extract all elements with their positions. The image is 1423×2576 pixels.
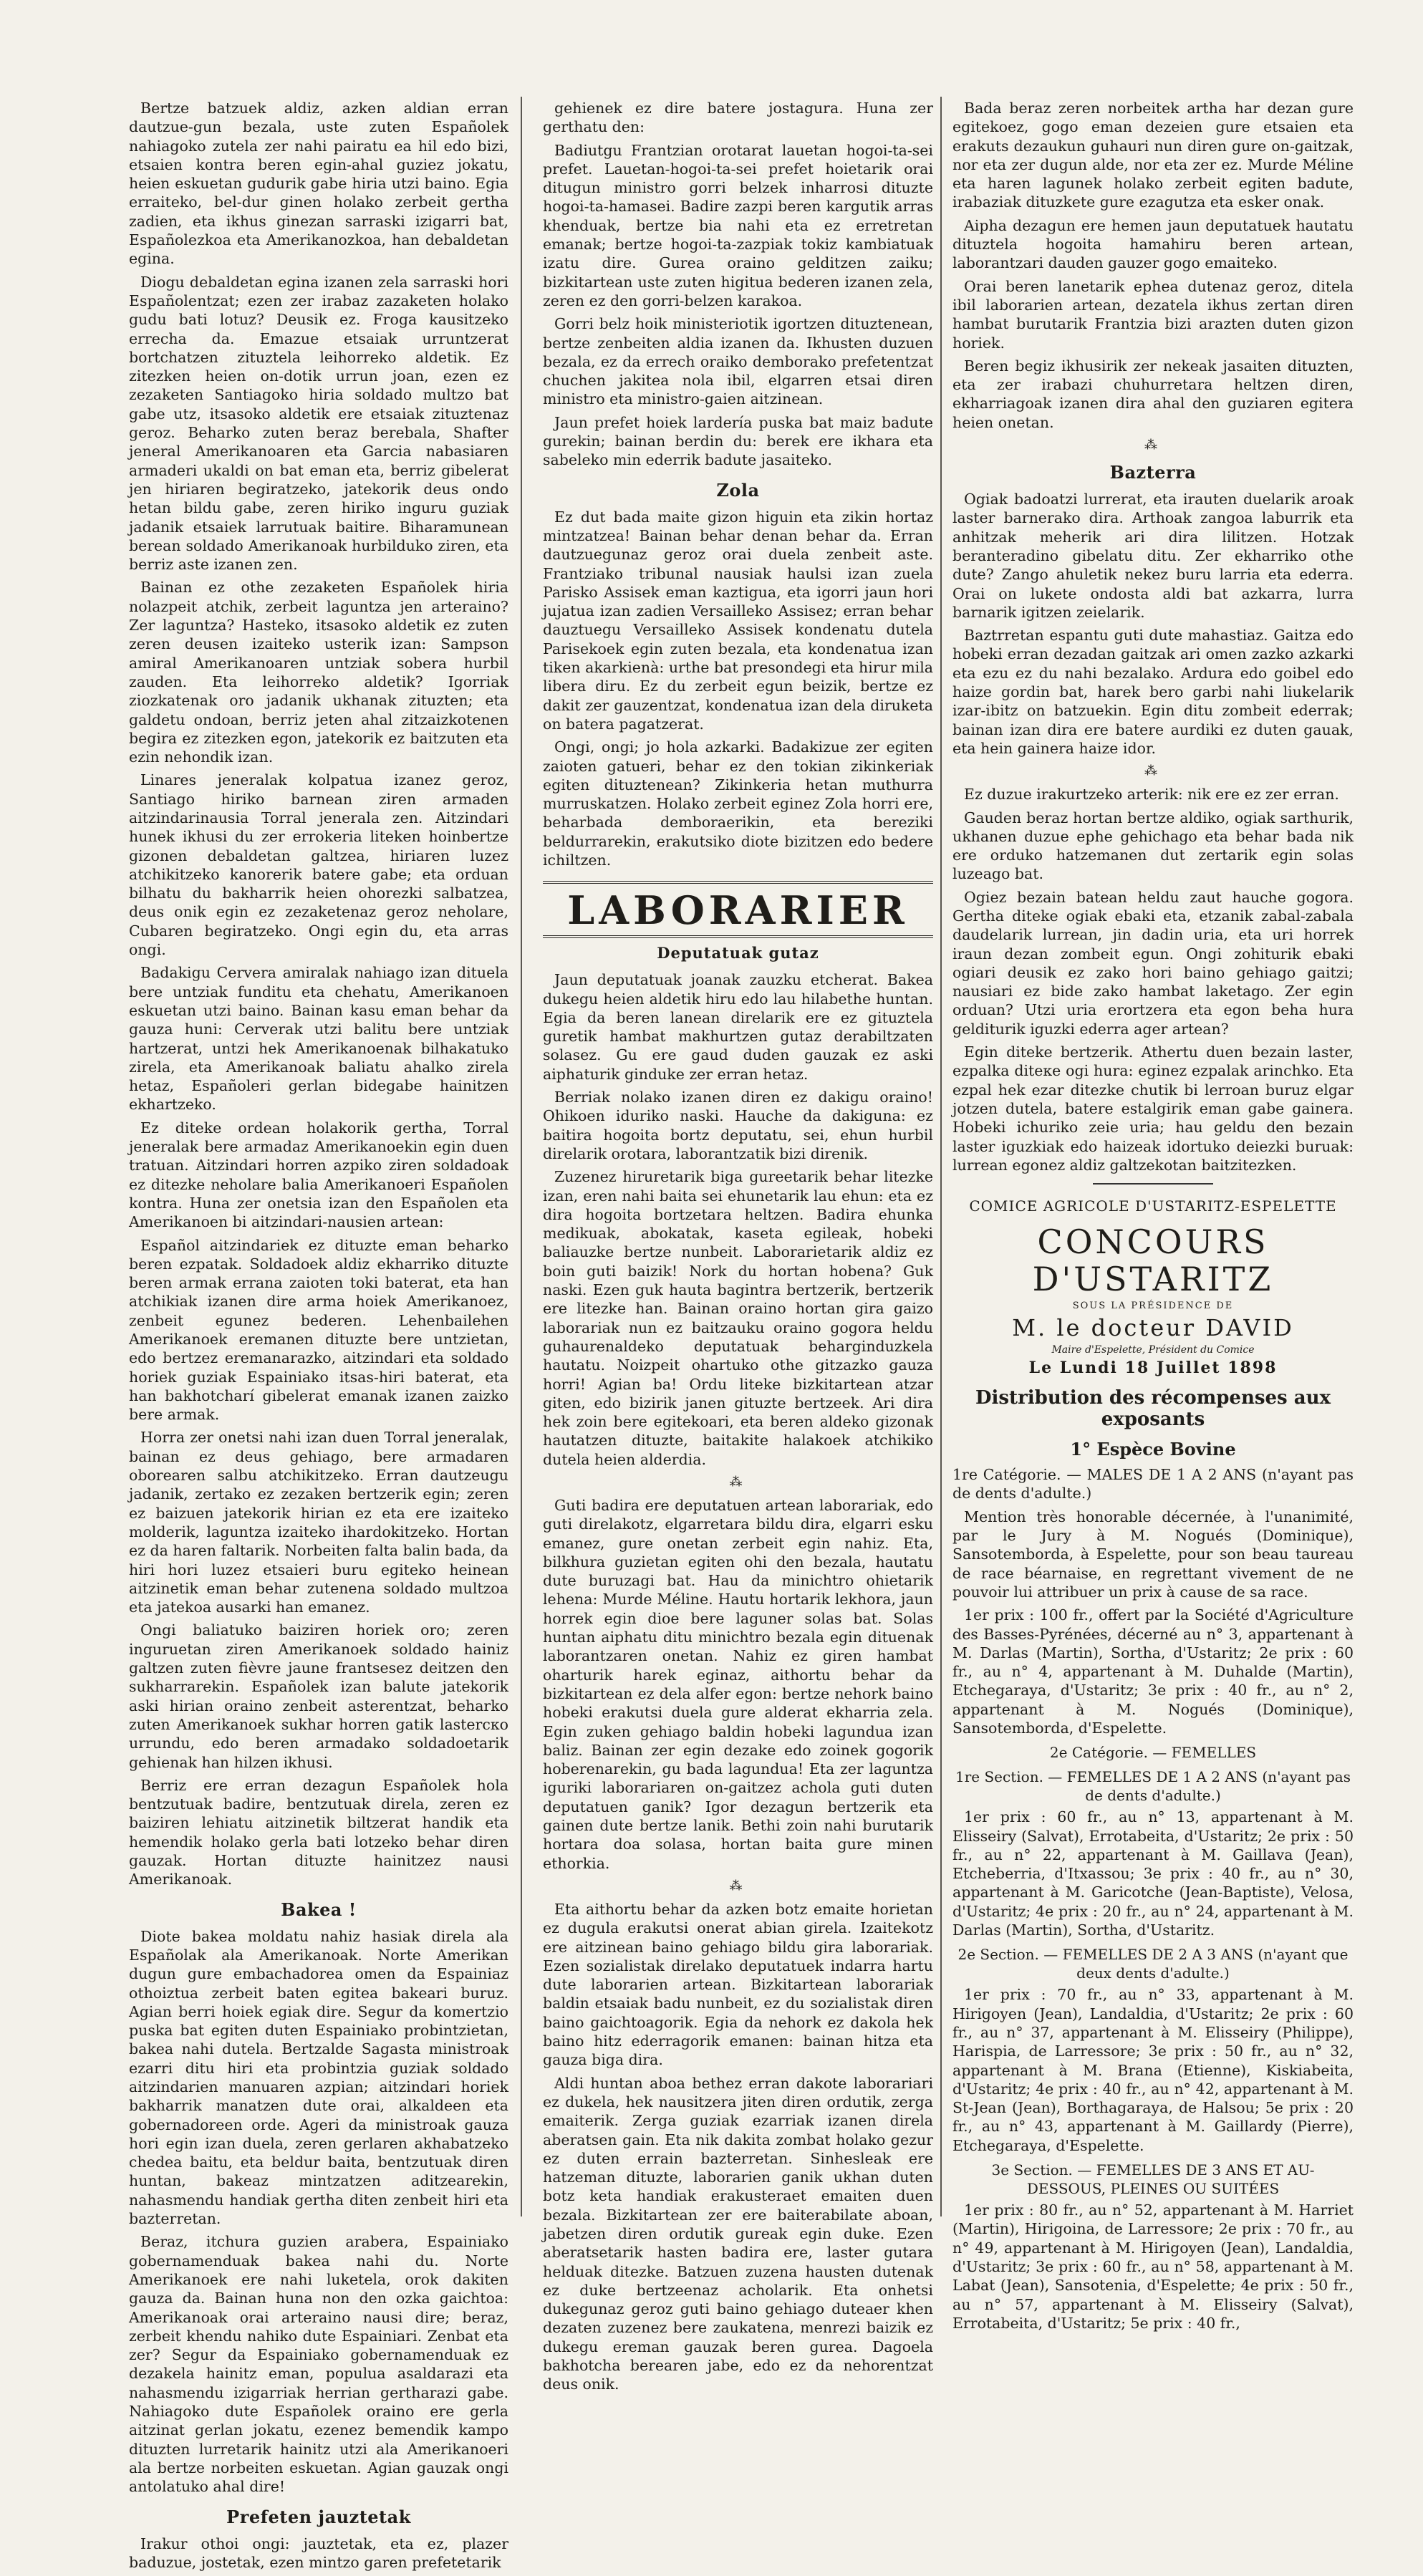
paragraph: Zuzenez hiruretarik biga gureetarik behar litezke izan, eren nahi baita sei ehunetarik lau ehun: eta ez dira hogoita bortzetara heltzen. Badira ehunka medikuak, abokatak, kaseta egileak, hobeki baliauzke bertze nunbeit. Laborarietarik aldiz ez boin guti baizik! Nork du hortan hobena? Guk naski. Ezen guk hauta bagintra bertzerik, bertzerik ere litezke han. Bainan oraino hortan gira gaizo laborariak nun ez baitzauku oraino gogora heldu guhaurenaldeko deputatuak beharginduzkela hautatu. Noizpeit ohartuko othe gitzazko gauza horri! Agian ba! Ordu liteke bizkitartean atzar giten, edo bizirik janen gituzte bertzeek. Ari dira hek zoin bere egitekoari, eta beren aldeko gizonak hautatzen dituzte, baitakite halakoek atchikiko dutela heien alderdia. bbox=[543, 1168, 933, 1468]
paragraph: Bada beraz zeren norbeitek artha har dezan gure egitekoez, gogo eman dezeien gure etsaien eta erakuts dezaukun guhauri nun diren gure on-gaitzak, nor eta zer dugun alde, nor eta zer ez. Murde Méline eta haren lagunek holako zerbeit egiten badute, irabaziak dituzkete gure ezagutza eta esker onak. bbox=[952, 100, 1354, 211]
column-rule bbox=[940, 97, 942, 2216]
event-date: Le Lundi 18 Juillet 1898 bbox=[1028, 1359, 1278, 1378]
article-bakea-paragraphs bbox=[129, 1927, 508, 2497]
section-separator-stars: ⁂ bbox=[729, 1475, 747, 1490]
prize-entry: 1er prix : 80 fr., au n° 52, appartenant à M. Harriet (Martin), Hirigoina, de Larressore; 2e prix : 70 fr., au n° 49, appartenant à M. Hirigoyen (Jean), Landaldia, d'Ustaritz; 3e prix : 60 fr., au n° 58, appartenant à M. Labat (Jean), Sansotenia, d'Espelette; 4e prix : 50 fr., au n° 57, appartenant à M. Elisseiry (Salvat), Errotabeita, d'Ustaritz; 5e prix : 40 fr., bbox=[952, 2201, 1354, 2332]
paragraph: Linares jeneralak kolpatua izanez geroz, Santiago hiriko barnean ziren armaden aitzindarinausia Torral jenerala zen. Aitzindari hunek ikhusi du zer errokeria liteken hoinbertze gizonen debaldetan galtzea, hiriaren luzez atchikitzeko kanorerik batere gabe; eta orduan bilhatu du bakharrik heien ohorezki salbatzea, deus onik egin ez zezaketenaz geroz neholare, Cubaren begiratzeko. Ongi egin du, eta arras ongi. bbox=[129, 771, 508, 959]
article-deputatuak-final bbox=[952, 99, 1354, 432]
section-separator-stars: ⁂ bbox=[729, 1878, 747, 1894]
section-3: 3e Section. — FEMELLES DE 3 ANS ET AU-DESSOUS, PLEINES OU SUITÉES bbox=[991, 2161, 1315, 2198]
paragraph: Ogiez bezain batean heldu zaut hauche gogora. Gertha diteke ogiak ebaki eta, etzanik zabal-zabala daudelarik lurrean, jin dadin uria, eta uri horrek iraun dezan zombeit egun. Ongi zohiturik ebaki ogiari deusik ez zako hori baino gehiago gaitzi; nausiari ez bide zako hambat laketago. Zer egin orduan? Utzi uria erortzera eta egon beha hura gelditurik iguzki ederra ager artean? bbox=[952, 888, 1354, 1038]
paragraph: Gorri belz hoik ministeriotik igortzen dituztenean, bertze zenbeiten aldia izanen da. Ikhusten duzuen bezala, ez da errech oraiko demborako prefetentzat chuchen jakitea nola ibil, elgarren etsai diren ministro eta ministro-gaien aitzinean. bbox=[543, 315, 933, 408]
prizes-section-2 bbox=[952, 1985, 1354, 2155]
paragraph: Jaun deputatuak joanak zauzku etcherat. Bakea dukegu heien aldetik hiru edo lau hilabethe huntan. Egia da beren lanean direlarik ere ez gituztela guretik hambat makhurtzen gutaz derabiltzaten solasez. Gu ere gaud duden gauzak ez aski aiphaturik ginduke zer erran hetaz. bbox=[543, 971, 933, 1083]
president-title: Maire d'Espelette, Président du Comice bbox=[1051, 1344, 1255, 1356]
comice-heading: COMICE AGRICOLE D'USTARITZ-ESPELETTE bbox=[969, 1197, 1337, 1215]
article-deputatuak-cont bbox=[543, 1496, 933, 1873]
paragraph: Ez duzue irakurtzeko arterik: nik ere ez zer erran. bbox=[964, 786, 1339, 804]
article-bazterra-cont bbox=[952, 785, 1354, 1174]
paragraph: Orai beren lanetarik ephea dutenaz geroz, ditela ibil laborarien artean, dezatela ikhus zertan diren hambat burutarik Frantzia bizi arazten duten gizon horiek. bbox=[952, 277, 1354, 352]
paragraph: Español aitzindariek ez dituzte eman beharko beren ezpatak. Soldadoek aldiz ekharriko dituzte beren armak errana zaioten toki baterat, eta han atchikiak izanen dire arma hoiek Amerikanoez, zenbeit egunez bederen. Lehenbailehen Amerikanoek eremanen dituzte bere untzietan, edo bertzez eremanarazko, aitzindari eta soldado horiek guziak Espainiako itsas-hiri baterat, eta han bakhotcharí gibelerat emanak izanen zaizko bere armak. bbox=[129, 1236, 508, 1424]
heading-bakea: Bakea ! bbox=[281, 1899, 357, 1920]
article-deputatuak-paragraphs bbox=[543, 970, 933, 1469]
prizes-section-3 bbox=[952, 2201, 1354, 2333]
column-1 bbox=[129, 99, 508, 2576]
article-spain-paragraphs bbox=[129, 99, 508, 1889]
paragraph: Berriz ere erran dezagun Españolek hola bentzutuak badire, bentzutuak direla, zeren ez baiziren lehiatu aitzinetik biltzerat handik eta hemendik holako gerla bati lotzeko behar diren gauzak. Hortan dituzte hainitzez nausi Amerikanoak. bbox=[129, 1776, 508, 1888]
paragraph: Ez diteke ordean holakorik gertha, Torral jeneralak bere armadaz Amerikanoekin egin duen tratuan. Aitzindari horren azpiko ziren soldadoak ez ditezke neholare balia Amerikanoeri Españolen kontra. Huna zer onetsia izan den Españolen eta Amerikanoen bi aitzindari-nausien artean: bbox=[129, 1119, 508, 1231]
president-name: M. le docteur DAVID bbox=[1012, 1314, 1294, 1342]
paragraph: Ongi baliatuko baiziren horiek oro; zeren inguruetan ziren Amerikanoek soldado hainiz galtzen zuten fièvre jaune frantsesez deitzen den sukharrarekin. Españolek izan balute jatekorik aski hirian oraino zenbeit asterentzat, beharko zuten Amerikanoek sukhar horren gatik lasterско urrundu, edo beren armadako soldadoetarik gehienak han hilzen ikhusi. bbox=[129, 1621, 508, 1771]
paragraph: Jaun prefet hoiek lardería puska bat maiz badute gurekin; bainan berdin du: berek ere ikhara eta sabeleko min ederrik badute jasaiteko. bbox=[543, 413, 933, 469]
column-2 bbox=[543, 99, 933, 2398]
section-1: 1re Section. — FEMELLES DE 1 A 2 ANS (n'ayant pas de dents d'adulte.) bbox=[955, 1768, 1351, 1805]
paragraph: Beren begiz ikhusirik zer nekeak jasaiten dituzten, eta zer irabazi chuhurretara heltzen diren, ekharriagoak izanen dira ahal den guziaren egitera heien onetan. bbox=[952, 357, 1354, 431]
column-3 bbox=[952, 99, 1354, 2337]
paragraph: Gauden beraz hortan bertze aldiko, ogiak sarthurik, ukhanen duzue ephe gehichago eta behar bada nik ere orduko hatzemanen dut zertarik egin solas luzeago bat. bbox=[952, 809, 1354, 883]
article-prefeten-cont bbox=[543, 99, 933, 470]
category-2: 2e Catégorie. — FEMELLES bbox=[1049, 1744, 1257, 1762]
heading-zola: Zola bbox=[716, 479, 760, 501]
paragraph: Aipha dezagun ere hemen jaun deputatuek hautatu dituztela hogoita hamahiru beren artean, laborantzari dauden gauzer gogo emaiteko. bbox=[952, 216, 1354, 272]
heading-prefeten: Prefeten jauztetak bbox=[226, 2506, 411, 2527]
paragraph: Eta aithortu behar da azken botz emaite horietan ez dugula erakutsi onerat abian girela. Izaitekotz ere aitzinean baino gehiago bildu gira laborariak. Ezen sozialistak direlako deputatuek indarra hartu dute laborarien artean. Bizkitartean laborariak baldin etsaiak badu nunbeit, ez du sozialistak diren baino gaichtoagorik. Egia da nehork ez dakola hek baino hitz ederragorik emanen: bainan hitza eta gauza biga dira. bbox=[543, 1900, 933, 2069]
category-1: 1re Catégorie. — MALES DE 1 A 2 ANS (n'ayant pas de dents d'adulte.) bbox=[952, 1466, 1354, 1502]
paragraph: Ogiak badoatzi lurrerat, eta irauten duelarik aroak laster barnerako dira. Arthoak zangoa laburrik eta anhitzak meherik ari dira lilitzen. Hotzak beranteradino gibelatu ditu. Zer ekharriko othe dute? Zango ahuletik nekez buru larria eta ederra. Orai on lukete ondosta aldi bat azkarra, lurra barnarik igitzen zeielarik. bbox=[952, 491, 1354, 621]
paragraph: Berriak nolako izanen diren ez dakigu oraino! Ohikoen iduriko naski. Hauche da dakiguna: ez baitira hogoita bortz deputatu, sei, ehun hurbil direlarik orotara, laborantzatik bizi direnik. bbox=[543, 1089, 933, 1162]
paragraph: Bertze batzuek aldiz, azken aldian erran dautzue-gun bezala, uste zuten Españolek nahiagoko zutela zer nahi pairatu ea hil edo bizi, etsaien kontra beren egin-ahal guziez jokatu, heien eskuetan gudurik gabe hiria utzi baino. Egia erraiteko, bel-dur ginen holako zerbeit gertha zadien, eta ikhus ginezan sarraski izigarri bat, Españolezkoa eta Amerikanozkoa, han debaldetan egina. bbox=[129, 100, 508, 268]
prize-entry: 1er prix : 60 fr., au n° 13, appartenant à M. Elisseiry (Salvat), Errotabeita, d'Ustaritz; 2e prix : 50 fr., au n° 22, appartenant à M. Gaillava (Jean), Etcheberria, d'Itxassou; 3e prix : 40 fr., au n° 30, appartenant à M. Garicotche (Jean-Baptiste), Velosa, d'Ustaritz; 4e prix : 20 fr., au n° 24, appartenant à M. Darlas (Martin), Sortha, d'Ustaritz. bbox=[952, 1808, 1354, 1939]
paragraph: Beraz, itchura guzien arabera, Espainiako gobernamenduak bakea nahi du. Norte Amerikanoek ere nahi luketela, orok dakiten gauza da. Bainan huna non den ozka gaichtoa: Amerikanoak orai arteraino nausi dire; beraz, zerbeit khendu nahiko dute Espainiari. Zenbat eta zer? Segur da Espainiako gobernamenduak ez dezakela hainitz eman, populua asaldarazi eta nahasmendu izigarriak herrian gertharazi gabe. Nahiagoko dute Españolek oraino ere gerla aitzinat gerlan jokatu, ezenez bemendik kampo dituzten lurretarik hainitz utzi ala Amerikanoeri ala bertze norbeiten eskuetan. Agian gauzak ongi antolatuko ahal dire! bbox=[129, 2233, 508, 2496]
paragraph: Diogu debaldetan egina izanen zela sarraski hori Españolentzat; ezen zer irabaz zazaketen holako gudu bati lotuz? Deusik ez. Froga kausitzeko errecha da. Emazue etsaiak urruntzerat bortchatzen zituztela leihorreko aldetik. Ez zitezken heien on-dotik urrun joan, ezen ez zezaketen Santiagoko hiria soldado multzo bat gabe utz, itsasoko aldetik ere etsaiak zituztenaz geroz. Beharko zuten beraz berebala, Shafter jeneral Amerikanoaren eta Garcia nabasiaren armaderi ukaldi on bat eman eta, berriz gibelerat jen hiriaren begiratzeko, jatekorik deus ondo hetan bildu gabe, zeren hiriko inguru guziak jadanik etsaiek larrutuak baitire. Biharamunean berean soldado Amerikanoak hurbilduko ziren, eta berriz aste izanen zen. bbox=[129, 273, 508, 574]
paragraph: Badakigu Cervera amiralak nahiago izan dituela bere untziak funditu eta chehatu, Amerikanoen eskuetan utzi baino. Bainan kasu eman behar da gauza huni: Cerverak utzi balitu bere untziak hartzerat, untzi hek Amerikanoenak bilhakatuko zirela, eta Amerikanoak baliatu ahalko zirela hetaz, Españoleri gerlan bidegabe hainitzen ekhartzeko. bbox=[129, 964, 508, 1114]
section-2: 2e Section. — FEMELLES DE 2 A 3 ANS (n'ayant que deux dents d'adulte.) bbox=[957, 1946, 1349, 1982]
paragraph: Badiutgu Frantzian orotarat lauetan hogoi-ta-sei prefet. Lauetan-hogoi-ta-sei prefet hoietarik orai ditugun ministro gorri belzek inharrosi dituzte hogoi-ta-hamasei. Badire zazpi beren kargutik arras khenduak, bertze bia nahi eta ez erretretan emanak; bertze hogoi-ta-zazpiak tokiz kambiatuak izatu dire. Gurea oraino gelditzen zaiku; bizkitartean uste zuten higitua bederen izanen zela, zeren ez den gorri-belzen karakoa. bbox=[543, 141, 933, 309]
concours-title: CONCOURS D'USTARITZ bbox=[1032, 1222, 1274, 1299]
distribution-heading: Distribution des récompenses aux exposants bbox=[975, 1387, 1331, 1431]
article-deputatuak-end bbox=[543, 1900, 933, 2394]
article-zola-paragraphs bbox=[543, 508, 933, 870]
prizes-category-1 bbox=[952, 1508, 1354, 1738]
prize-entry: 1er prix : 100 fr., offert par la Société d'Agriculture des Basses-Pyrénées, décerné au n° 3, appartenant à M. Darlas (Martin), Sortha, d'Ustaritz; 2e prix : 60 fr., au n° 4, appartenant à M. Duhalde (Martin), Etchegaraya, d'Ustaritz; 3e prix : 40 fr., au n° 2, appartenant à M. Nogués (Dominique), Sansotemborda, d'Espelette. bbox=[952, 1606, 1354, 1737]
laborarier-banner bbox=[543, 881, 933, 938]
article-prefeten-paragraphs bbox=[129, 2534, 508, 2572]
paragraph: gehienek ez dire batere jostagura. Huna zer gerthatu den: bbox=[543, 100, 933, 136]
prizes-section-1 bbox=[952, 1808, 1354, 1939]
paragraph: Guti badira ere deputatuen artean laborariak, edo guti direlakotz, elgarretara bildu dira, elgarri esku emanez, gure onetan zerbeit egin nahiz. Eta, bilkhura guzietan egiten ohi den bezala, hautatu dute buruzagi bat. Hau da minichtro ohietarik lehena: Murde Méline. Hautu hortarik lekhora, jaun horrek egin dioe bere laguner solas bat. Solas huntan aiphatu ditu minichtro bezala egin dituenak laborantzaren onetan. Nahiz ez giren hambat oharturik harek eginaz, aithortu behar da bizkitartean ez dela alfer egon: bertze nehork baino hobeki erakutsi duela gure alderat ekharria zela. Egin zuken gehiago baldin hobeki lagundua izan baliz. Bainan zer egin dezake edo zoinek gogorik hoberenarekin, gu bada lagundua! Eta zer laguntza iguriki laborariaren on-gaitzez achola guti duten deputatuen ganik? Igor dezagun bertzerik eta gainen dute bertze lanik. Bethi zoin nahi burutarik hortara doa solasa, hortan baita gure minen ethorkia. bbox=[543, 1497, 933, 1872]
paragraph: Horra zer onetsi nahi izan duen Torral jeneralak, bainan ez deus gehiago, bere armadaren oborearen salbu atchikitzeko. Erran dautzeugu jadanik, zertako ez zezaken bertzerik egin; zeren ez baizuen jatekorik hirian ez eta ere izaiteko molderik, laguntza izaiteko ihardokitzeko. Hortan ez da haren faltarik. Norbeiten falta balin bada, da hiri hori luzez etsaieri buru egiteko heinean aitzinetik eman behar zutenena soldado multzoa eta jatekoa ausarki han emanez. bbox=[129, 1429, 508, 1616]
laborarier-subtitle: Deputatuak gutaz bbox=[657, 944, 819, 963]
prize-entry: Mention très honorable décernée, à l'unanimité, par le Jury à M. Nogués (Dominique), Sansotemborda, à Espelette, pour son beau taureau de race béarnaise, en regrettant vivement de ne pouvoir lui attribuer un prix à cause de sa race. bbox=[952, 1508, 1354, 1601]
prize-entry: 1er prix : 70 fr., au n° 33, appartenant à M. Hirigoyen (Jean), Landaldia, d'Ustaritz; 2e prix : 60 fr., au n° 37, appartenant à M. Elisseiry (Philippe), Harispia, de Larressore; 3e prix : 50 fr., au n° 32, appartenant à M. Brana (Etienne), Kiskiabeita, d'Ustaritz; 4e prix : 40 fr., au n° 42, appartenant à M. St-Jean (Jean), Borthagaraya, de Halsou; 5e prix : 20 fr., au n° 43, appartenant à M. Gaillardy (Pierre), Etchegaraya, d'Espelette. bbox=[952, 1986, 1354, 2154]
presidence-line: SOUS LA PRÉSIDENCE DE bbox=[1072, 1301, 1234, 1312]
article-bazterra-paragraphs bbox=[952, 490, 1354, 758]
paragraph: Aldi huntan aboa bethez erran dakote laborariari ez dukela, hek nausitzera jiten diren ordutik, zerga emaiterik. Zerga guziak ezarriak izanen direla aberatsen gain. Eta nik dakita zombat holako gezur ez duten errain bazterretan. Sinhesleak ere hatzeman dituzte, laborarien ganik ukhan duten botz keta handiak erakusteraet emaiten duen bezala. Bizkitartean zer ere baiterabilate aboan, jabetzen diren ordutik gureak egin duke. Ezen aberatsetarik hasten badira ere, laster gutara helduak ditezke. Batzuen zuzena hausten dutenak ez duke bertzeenaz acholarik. Eta onhetsi dukegunaz geroz guti baino gehiago duteaer khen dezaten zuzenez bere zaukatena, menrezi baizik ez dukegu ereman gauzak beren gurea. Dagoela bakhotcha berearen jabe, edo ez da nehorentzat deus onik. bbox=[543, 2074, 933, 2393]
paragraph: Ongi, ongi; jo hola azkarki. Badakizue zer egiten zaioten gatueri, behar ez den tokian zikinkeriak egiten dituztenean? Zikinkeria hetan muthurra murruskatzen. Holako zerbeit eginez Zola horri ere, beharbada demboraerikin, eta bereziki beldurrarekin, erakutsiko diote bizitzen edo bedere ichiltzen. bbox=[543, 738, 933, 869]
paragraph: Diote bakea moldatu nahiz hasiak direla ala Españolak ala Amerikanoak. Norte Amerikan dugun gure embachadorea omen da Espainiaz othoiztua zerbeit baten egitea bakeari buruz. Agian berri hoiek egiak dire. Segur da komertzio puska bat egiten duten Espainiako probintzietan, bakea nahi dutela. Bertzalde Sagasta ministroak ezarri ditu hiri eta probintzia guziak soldado aitzindarien manuaren azpian; aitzindari horiek bakharrik manatzen dute orai, alkaldeen eta gobernadoreen orde. Ageri da ministroak gauza hori egin izan duela, zeren gerlaren akhabatzeko chedea baitu, eta beldur baita, bentzutuak diren huntan, bakeaz mintzatzen aditzearekin, nahasmendu handiak gertha diten zenbeit hiri eta bazterretan. bbox=[129, 1927, 508, 2228]
section-separator-stars: ⁂ bbox=[1144, 438, 1162, 453]
section-separator-stars: ⁂ bbox=[1144, 763, 1162, 779]
espece-heading: 1° Espèce Bovine bbox=[1070, 1439, 1236, 1460]
divider bbox=[1093, 1183, 1213, 1185]
paragraph: Baztrretan espantu guti dute mahastiaz. Gaitza edo hobeki erran dezadan gaitzak ari omen zazko azkarki eta ezu ez du nahi bezalako. Ardura edo goibel edo haize gordin bat, harek bero garbi nahi liukelarik izar-ibitz on batzuekin. Egin ditu zombeit ederrak; bainan izan dira ere batere aurdiki ez duten gauak, eta hein gainera haize idor. bbox=[952, 627, 1354, 757]
paragraph: Egin ditekе bertzerik. Athertu duen bezain laster, ezpalka ditеке ogi hura: eginez ezpalak arinchko. Eta ezpal hek ezar ditezke chutik bi lerroan buruz elgar jotzen dutela, batere estalgirik eman gabe gainera. Hobeki ichuriko zeie uria; hau geldu den bezain laster iguzkiak edo haizeak idortuko deiezki buruak: lurrean egonez aldiz galtzekotan baitzitezken. bbox=[952, 1043, 1354, 1174]
laborarier-title: LABORARIER bbox=[567, 887, 909, 934]
column-rule bbox=[521, 97, 522, 2216]
paragraph: Ez dut bada maite gizon higuin eta zikin hortaz mintzatzea! Bainan behar denan behar da. Erran dautzuegunaz geroz orai duela zenbeit aste. Frantziako tribunal nausiak haulsi izan zuela Parisko Assisek eman kaztigua, eta igorri jaun hori jujatua izan zadien Versailleko Assisez; erran behar dauztuegu Versailleko Assisek kondenatu dutela Parisekoek egin zuten bezala, eta kondenatua izan tiken akarkienà: urthe bat presondegi eta hirur mila libera diru. Ez du zerbeit egun beizik, bertze ez dakit zer gauzentzat, kondenatua izan dela diruketa on batera pagatzerat. bbox=[543, 508, 933, 733]
paragraph: Irakur othoi ongi: jauztetak, eta ez, plazer baduzue, jostetak, ezen mintzo garen prefetetarik bbox=[129, 2534, 508, 2571]
paragraph: Bainan ez othe zezaketen Españolek hiria nolazpeit atchik, zerbeit laguntza jen arteraino? Zer laguntza? Hasteko, itsasoko aldetik ez zuten zeren deusen izaiteko usterik izan: Sampson amiral Amerikanoaren untziak sobera hurbil zauden. Eta leihorreko aldetik? Igorriak ziozkatenak oro jadanik ukhanak zituzten; eta galdetu ondoan, berriz jeten ahal zitzaizkotenen begira ez zitezken egon, jatekorik ez baitzuten eta ezin nehondik izan. bbox=[129, 579, 508, 766]
heading-bazterra: Bazterra bbox=[1109, 462, 1197, 483]
